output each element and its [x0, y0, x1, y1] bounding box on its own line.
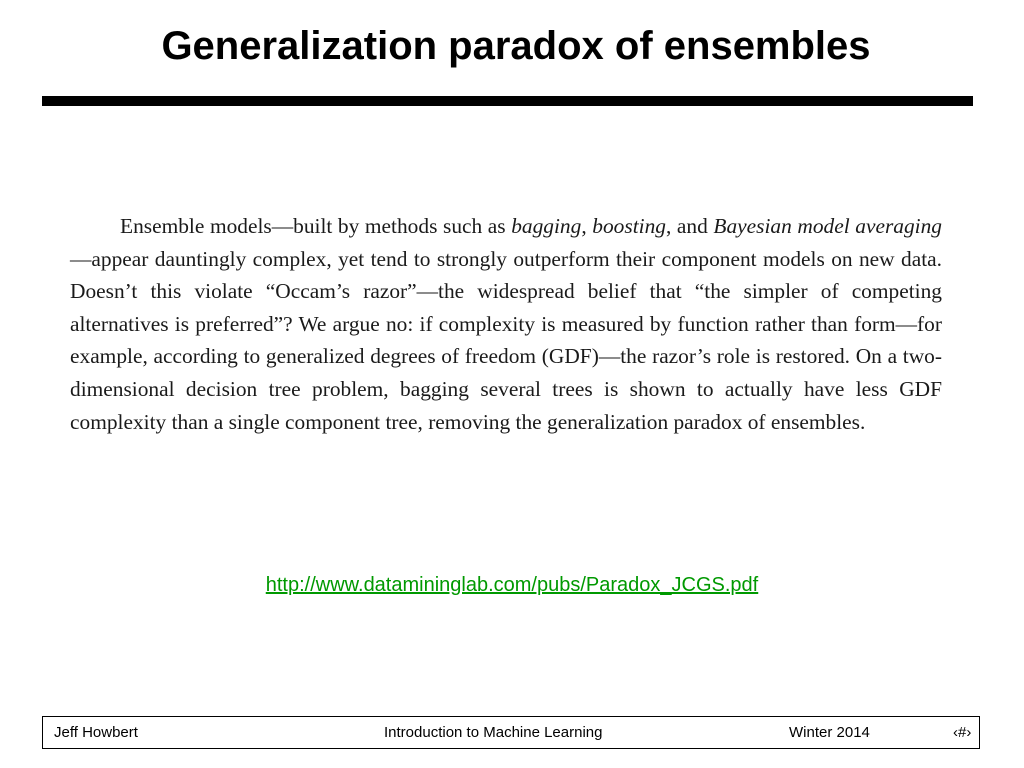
abstract-italic-term: boosting — [592, 214, 666, 238]
footer-course: Introduction to Machine Learning — [384, 724, 603, 741]
footer-page-number: ‹#› — [953, 724, 972, 741]
abstract-paragraph — [70, 210, 942, 438]
footer-term: Winter 2014 — [789, 724, 870, 741]
abstract-text-run: , — [581, 214, 593, 238]
abstract-italic-term: bagging — [511, 214, 582, 238]
abstract-text-run: —appear dauntingly complex, yet tend to strongly outperform their component models on new data. Doesn’t this violate “Occam’s razor”—the widespread belief that “the simpler of competing alternatives is preferred”? We argue no: if complexity is measured by function rather than form—for example, according to generalized degrees of freedom (GDF)—the razor’s role is restored. On a two-dimensional decision tree problem, bagging several trees is shown to actually have less GDF complexity than a single component tree, removing the generalization paradox of ensembles. — [70, 246, 942, 434]
slide-footer — [42, 716, 980, 749]
slide-title: Generalization paradox of ensembles — [161, 24, 871, 68]
abstract-text-run: , and — [665, 214, 714, 238]
abstract-italic-term: Bayesian model averaging — [713, 214, 942, 238]
title-divider — [42, 96, 973, 106]
footer-author: Jeff Howbert — [54, 724, 138, 741]
paper-link[interactable]: http://www.datamininglab.com/pubs/Paradox_JCGS.pdf — [265, 574, 759, 596]
abstract-text-run: Ensemble models—built by methods such as — [120, 214, 512, 238]
